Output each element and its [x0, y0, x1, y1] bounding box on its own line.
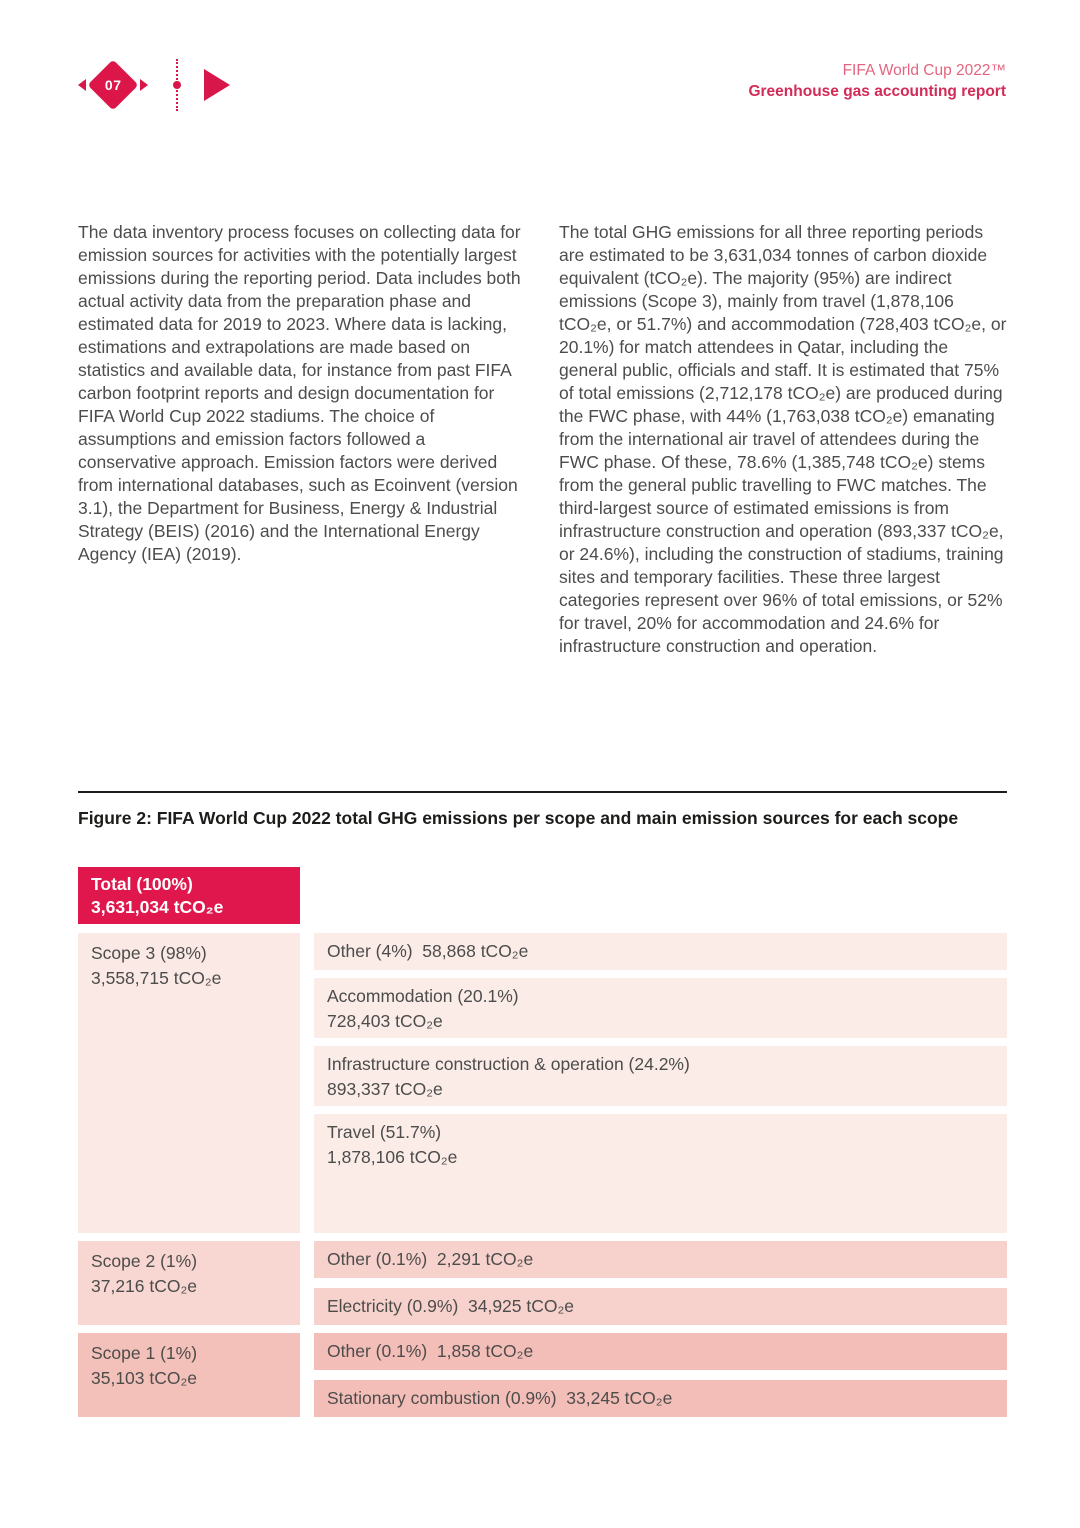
figure-2-chart [78, 867, 1007, 1425]
divider-line [78, 791, 1007, 793]
scope1-source-other: Other (0.1%) 1,858 tCO₂e [314, 1333, 1007, 1370]
report-brand [748, 56, 1006, 102]
scope2-value: 37,216 tCO₂e [91, 1276, 198, 1296]
source-label: Travel (51.7%) [327, 1122, 442, 1142]
prev-page-arrow-icon[interactable] [78, 79, 86, 91]
scope2-source-electricity: Electricity (0.9%) 34,925 tCO₂e [314, 1288, 1007, 1325]
scope2-source-other: Other (0.1%) 2,291 tCO₂e [314, 1241, 1007, 1278]
source-value: 893,337 tCO₂e [327, 1079, 443, 1099]
scope1-label: Scope 1 (1%) [91, 1343, 198, 1363]
total-value: 3,631,034 tCO₂e [91, 897, 224, 917]
scope2-row [78, 1241, 1007, 1325]
source-gap [314, 1038, 1007, 1046]
header-subtitle: Greenhouse gas accounting report [748, 83, 1006, 100]
scope1-source-stationary-combustion: Stationary combustion (0.9%) 33,245 tCO₂e [314, 1380, 1007, 1417]
scope3-row [78, 933, 1007, 1233]
intro-paragraph-right: The total GHG emissions for all three reporting periods are estimated to be 3,631,034 tonnes of carbon dioxide equivalent (tCO₂e). The majority (95%) are indirect emissions (Scope 3), mainly from travel (1,878,106 tCO₂e, or 51.7%) and accommodation (728,403 tCO₂e, or 20.1%) for match attendees in Qatar, including the general public, officials and staff. It is estimated that 75% of total emissions (2,712,178 tCO₂e) are produced during the FWC phase, with 44% (1,763,038 tCO₂e) emanating from the international air travel of attendees during the FWC phase. Of these, 78.6% (1,385,748 tCO₂e) stems from the general public travelling to FWC matches. The third-largest source of estimated emissions is from infrastructure construction and operation (893,337 tCO₂e, or 24.6%), including the construction of stadiums, training sites and temporary facilities. These three largest categories represent over 96% of total emissions, or 52% for travel, 20% for accommodation and 24.6% for infrastructure construction and operation. [559, 222, 1007, 656]
scope1-row [78, 1333, 1007, 1417]
source-gap [314, 1278, 1007, 1288]
page-header [78, 56, 1006, 114]
total-label: Total (100%) [91, 874, 193, 894]
scope2-label: Scope 2 (1%) [91, 1251, 198, 1271]
source-value: 1,878,106 tCO₂e [327, 1147, 458, 1167]
source-gap [314, 1370, 1007, 1380]
scope3-source-other: Other (4%) 58,868 tCO₂e [314, 933, 1007, 970]
scope3-label: Scope 3 (98%) [91, 943, 207, 963]
page-number-badge [88, 60, 139, 111]
scope2-box [78, 1241, 300, 1325]
scope3-source-travel [314, 1114, 1007, 1233]
scope1-box [78, 1333, 300, 1417]
scope3-source-infrastructure [314, 1046, 1007, 1106]
scope2-sources [314, 1241, 1007, 1325]
source-label: Infrastructure construction & operation (24.2%) [327, 1054, 690, 1074]
forward-arrow-icon[interactable] [204, 69, 230, 101]
scope3-source-accommodation [314, 978, 1007, 1038]
source-gap [314, 970, 1007, 978]
source-value: 728,403 tCO₂e [327, 1011, 443, 1031]
dotted-divider [176, 59, 178, 111]
source-gap [314, 1106, 1007, 1114]
scope3-value: 3,558,715 tCO₂e [91, 968, 222, 988]
scope1-value: 35,103 tCO₂e [91, 1368, 198, 1388]
intro-paragraph-left: The data inventory process focuses on collecting data for emission sources for activities with the potentially largest emissions during the reporting period. Data includes both actual activity data from the preparation phase and estimated data for 2019 to 2023. Where data is lacking, estimations and extrapolations are made based on statistics and available data, for instance from past FIFA carbon footprint reports and design documentation for FIFA World Cup 2022 stadiums. The choice of assumptions and emission factors followed a conservative approach. Emission factors were derived from international databases, such as Ecoinvent (version 3.1), the Department for Business, Energy & Industrial Strategy (BEIS) (2016) and the International Energy Agency (IEA) (2019). [78, 222, 521, 564]
pager [78, 56, 230, 114]
scope3-box [78, 933, 300, 1233]
body-columns [78, 221, 1007, 658]
figure-caption: Figure 2: FIFA World Cup 2022 total GHG emissions per scope and main emission sources for each scope [78, 808, 959, 828]
scope3-sources [314, 933, 1007, 1233]
page-number: 07 [104, 76, 122, 93]
scope1-sources [314, 1333, 1007, 1417]
header-title: FIFA World Cup 2022™ [842, 62, 1006, 79]
source-label: Accommodation (20.1%) [327, 986, 519, 1006]
next-page-arrow-icon[interactable] [140, 79, 148, 91]
total-emissions-box [78, 867, 300, 924]
